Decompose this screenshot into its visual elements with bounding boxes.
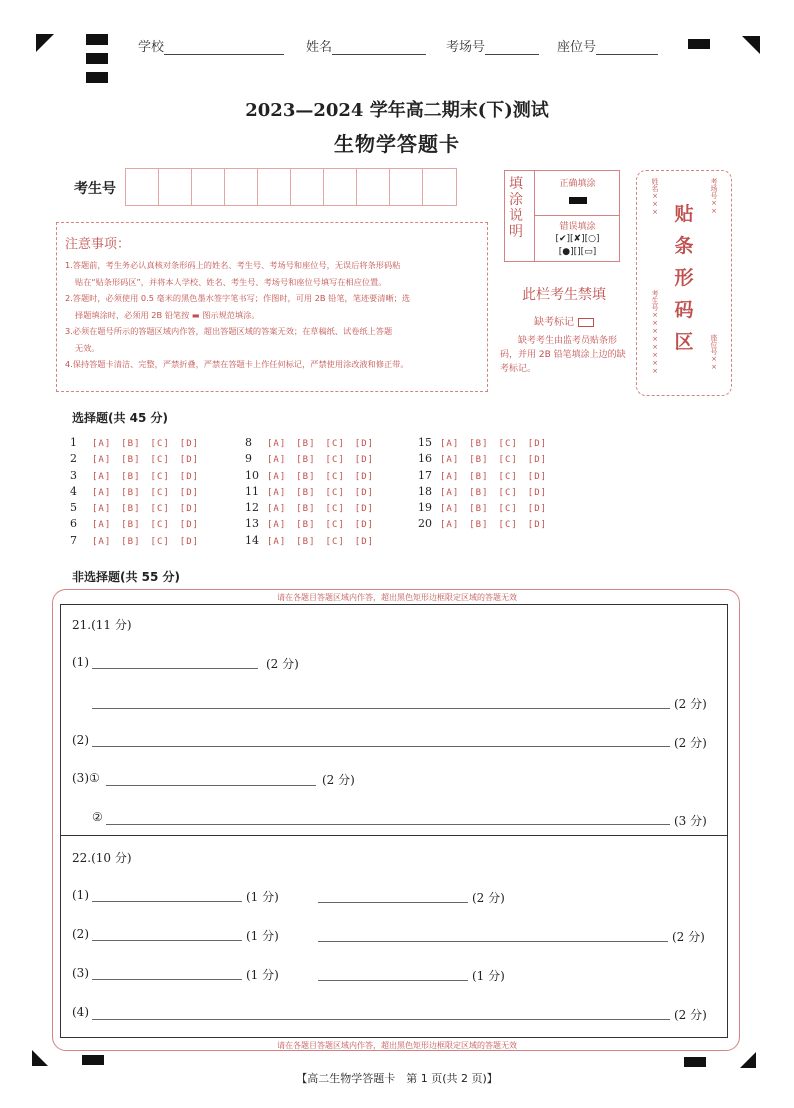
question-number: 16 <box>418 452 432 466</box>
choice-row <box>70 500 209 516</box>
barcode-exam-number-hint: 考生号×××××××× <box>651 290 659 375</box>
q22-part1-label: (1) <box>72 888 89 902</box>
wrong-fill-examples: [●][][▭] <box>558 247 597 257</box>
corner-mark-top-left <box>36 34 54 52</box>
name-field[interactable] <box>306 36 426 55</box>
q21-part2-score: (2 分) <box>674 736 707 750</box>
q22-part1b-score: (2 分) <box>472 891 505 905</box>
choice-bubble[interactable]: [C] <box>150 504 170 515</box>
choice-bubble[interactable]: [D] <box>354 471 375 482</box>
answer-area-warning-bottom: 请在各题目答题区域内作答，超出黑色矩形边框限定区域的答题无效 <box>277 1041 517 1050</box>
choice-bubble[interactable]: [D] <box>179 455 200 466</box>
exam-number-cell[interactable] <box>225 169 258 205</box>
choice-bubble[interactable]: [D] <box>527 520 548 531</box>
corner-mark-bottom-right <box>740 1052 756 1068</box>
barcode-exam-room-hint: 考场号×× <box>710 178 718 215</box>
choice-row <box>70 435 209 451</box>
choice-bubble[interactable]: [C] <box>150 487 170 498</box>
choice-bubble[interactable]: [B] <box>121 504 141 515</box>
notice-item: 贴在“贴条形码区”，并将本人学校、姓名、考生号、考场号和座位号填写在相应位置。 <box>75 276 387 287</box>
choice-row <box>70 484 209 500</box>
choice-bubble[interactable]: [D] <box>354 487 375 498</box>
q22-part1a-answer-line[interactable] <box>92 901 242 902</box>
seat-field[interactable] <box>557 36 658 55</box>
choice-bubble[interactable]: [C] <box>325 471 345 482</box>
exam-number-cell[interactable] <box>159 169 192 205</box>
choice-bubble[interactable]: [C] <box>150 520 170 531</box>
choice-bubble[interactable]: [D] <box>179 536 200 547</box>
choice-row <box>418 451 557 467</box>
choice-bubble[interactable]: [C] <box>150 536 170 547</box>
choice-bubble[interactable]: [D] <box>354 455 375 466</box>
choice-bubble[interactable]: [A] <box>92 520 112 531</box>
page-footer: 【高二生物学答题卡 第 1 页(共 2 页)】 <box>296 1072 498 1085</box>
choice-bubble[interactable]: [D] <box>179 471 200 482</box>
choice-bubble[interactable]: [A] <box>92 536 112 547</box>
question-number: 3 <box>70 468 77 482</box>
choice-row <box>245 435 384 451</box>
choice-bubble[interactable]: [C] <box>325 504 345 515</box>
choice-bubble[interactable]: [A] <box>440 487 460 498</box>
choice-bubble[interactable]: [B] <box>469 471 489 482</box>
q21-part3a-label: (3)① <box>72 771 100 785</box>
choice-bubble[interactable]: [B] <box>469 439 489 449</box>
notice-item: 4.保持答题卡清洁、完整，严禁折叠，严禁在答题卡上作任何标记，严禁使用涂改液和修正带。 <box>65 359 409 369</box>
question-number: 20 <box>418 517 432 531</box>
name-label: 姓名 <box>306 40 333 55</box>
exam-number-cell[interactable] <box>390 169 423 205</box>
question-number: 4 <box>70 484 77 498</box>
question-number: 2 <box>70 452 77 466</box>
q22-part4-score: (2 分) <box>674 1008 707 1022</box>
q21-part3a-answer-line[interactable] <box>106 785 316 786</box>
choice-bubble[interactable]: [B] <box>296 487 316 498</box>
timing-mark <box>86 34 108 45</box>
question-number: 12 <box>245 501 259 515</box>
choice-row <box>245 516 384 532</box>
choice-bubble[interactable]: [C] <box>498 455 518 466</box>
absent-mark <box>504 313 624 328</box>
choice-bubble[interactable]: [D] <box>179 487 200 498</box>
question-number: 9 <box>245 452 252 466</box>
choice-bubble[interactable]: [B] <box>296 455 316 466</box>
choice-row <box>418 435 557 451</box>
choice-section-title: 选择题(共 45 分) <box>72 411 169 425</box>
choice-bubble[interactable]: [C] <box>150 471 170 482</box>
q21-part2-answer-line[interactable] <box>92 746 670 747</box>
q22-part4-answer-line[interactable] <box>92 1019 670 1020</box>
question-number: 14 <box>245 533 259 547</box>
question-number: 13 <box>245 517 259 531</box>
q22-part3a-score: (1 分) <box>246 968 279 982</box>
notice-item: 3.必须在题号所示的答题区域内作答，超出答题区域的答案无效；在草稿纸、试卷纸上答题 <box>65 326 393 336</box>
choice-bubble[interactable]: [A] <box>92 455 112 466</box>
choice-row <box>70 468 209 484</box>
choice-bubble[interactable]: [D] <box>527 487 548 498</box>
answer-area-warning-top: 请在各题目答题区域内作答，超出黑色矩形边框限定区域的答题无效 <box>277 593 517 602</box>
choice-bubble[interactable]: [D] <box>179 504 200 515</box>
absent-note: 缺考考生由监考员贴条形码，并用 2B 铅笔填涂上边的缺考标记。 <box>500 336 626 374</box>
choice-bubble[interactable]: [B] <box>469 455 489 466</box>
q22-part4-label: (4) <box>72 1005 89 1019</box>
non-choice-section-title: 非选择题(共 55 分) <box>72 570 181 584</box>
choice-bubble[interactable]: [A] <box>440 455 460 466</box>
choice-row <box>245 533 384 549</box>
choice-bubble[interactable]: [B] <box>296 520 316 531</box>
question-number: 11 <box>245 484 259 498</box>
choice-bubble[interactable]: [D] <box>354 536 375 547</box>
question-number: 5 <box>70 501 77 515</box>
question-number: 1 <box>70 436 77 449</box>
exam-number-cell[interactable] <box>423 169 456 205</box>
choice-bubble[interactable]: [C] <box>325 487 345 498</box>
choice-bubble[interactable]: [A] <box>440 520 460 531</box>
choice-bubble[interactable]: [A] <box>267 471 287 482</box>
choice-bubble[interactable]: [C] <box>150 439 170 449</box>
barcode-area-title: 贴条形码区 <box>674 203 694 353</box>
choice-row <box>245 484 384 500</box>
corner-mark-top-right <box>742 36 760 54</box>
timing-mark <box>86 53 108 64</box>
exam-room-label: 考场号 <box>446 40 486 55</box>
question-number: 7 <box>70 533 77 547</box>
choice-bubble[interactable]: [A] <box>92 439 112 449</box>
answer-area-frame[interactable] <box>60 604 728 1038</box>
wrong-fill-examples: [✔][✘][○] <box>555 234 600 244</box>
choice-bubble[interactable]: [B] <box>296 536 316 547</box>
seat-label: 座位号 <box>557 40 597 55</box>
notice-box <box>56 222 488 392</box>
choice-bubble[interactable]: [C] <box>325 520 345 531</box>
choice-bubble[interactable]: [B] <box>469 504 489 515</box>
q22-part2b-score: (2 分) <box>672 930 705 944</box>
exam-number-cell[interactable] <box>258 169 291 205</box>
choice-bubble[interactable]: [D] <box>527 455 548 466</box>
wrong-fill-label: 错误填涂 <box>559 222 596 232</box>
q22-part2-label: (2) <box>72 927 89 941</box>
choice-bubble[interactable]: [B] <box>296 504 316 515</box>
answer-sheet-title: 生物学答题卡 <box>334 132 460 156</box>
choice-bubble[interactable]: [B] <box>121 536 141 547</box>
exam-number-grid[interactable] <box>125 168 457 206</box>
choice-bubble[interactable]: [D] <box>354 504 375 515</box>
choice-bubble[interactable]: [D] <box>354 520 375 531</box>
q21-part2-label: (2) <box>72 733 89 747</box>
choice-bubble[interactable]: [B] <box>469 520 489 531</box>
timing-mark <box>82 1055 104 1065</box>
notice-item: 择题填涂时，必须用 2B 铅笔按 ▬ 图示规范填涂。 <box>75 309 260 320</box>
school-field[interactable] <box>138 36 284 55</box>
choice-bubble[interactable]: [A] <box>440 471 460 482</box>
timing-mark <box>86 72 108 83</box>
correct-fill-example <box>569 197 587 204</box>
choice-bubble[interactable]: [A] <box>92 504 112 515</box>
notice-item: 无效。 <box>75 342 100 353</box>
choice-row <box>418 484 557 500</box>
question-number: 8 <box>245 436 252 449</box>
choice-bubble[interactable]: [D] <box>179 520 200 531</box>
q21-part1-answer-line[interactable] <box>92 668 258 669</box>
q21-part1-score: (2 分) <box>266 657 299 671</box>
q21-part1b-score: (2 分) <box>674 697 707 711</box>
question-number: 15 <box>418 436 432 449</box>
question-number: 19 <box>418 501 432 515</box>
question-divider <box>60 835 728 836</box>
exam-title: 2023—2024 学年高二期末(下)测试 <box>245 100 549 121</box>
choice-column-2 <box>245 435 384 549</box>
exam-number-cell[interactable] <box>192 169 225 205</box>
choice-row <box>245 451 384 467</box>
timing-mark <box>684 1057 706 1067</box>
exam-number-label: 考生号 <box>74 181 116 197</box>
choice-bubble[interactable]: [A] <box>440 504 460 515</box>
choice-row <box>245 500 384 516</box>
choice-bubble[interactable]: [D] <box>354 439 375 449</box>
q22-part3-label: (3) <box>72 966 89 980</box>
q21-title: 21.(11 分) <box>72 618 132 632</box>
question-number: 18 <box>418 484 432 498</box>
choice-bubble[interactable]: [B] <box>296 439 316 449</box>
question-number: 17 <box>418 468 432 482</box>
choice-bubble[interactable]: [C] <box>325 439 345 449</box>
notice-title: 注意事项： <box>65 237 131 252</box>
corner-mark-bottom-left <box>32 1050 48 1066</box>
choice-bubble[interactable]: [B] <box>296 471 316 482</box>
q21-part1-label: (1) <box>72 655 89 669</box>
choice-bubble[interactable]: [B] <box>469 487 489 498</box>
absent-mark-label: 缺考标记 <box>534 317 574 328</box>
choice-bubble[interactable]: [A] <box>267 520 287 531</box>
timing-mark <box>688 39 710 49</box>
exam-number-cell[interactable] <box>357 169 390 205</box>
choice-bubble[interactable]: [C] <box>498 487 518 498</box>
q21-part3b-label: ② <box>92 810 103 824</box>
choice-row <box>245 468 384 484</box>
choice-bubble[interactable]: [C] <box>325 536 345 547</box>
barcode-seat-hint: 座位号×× <box>710 334 718 371</box>
exam-number-cell[interactable] <box>126 169 159 205</box>
choice-column-3 <box>418 435 557 533</box>
q22-title: 22.(10 分) <box>72 851 132 865</box>
choice-row <box>70 451 209 467</box>
choice-bubble[interactable]: [A] <box>267 536 287 547</box>
choice-bubble[interactable]: [D] <box>527 504 548 515</box>
choice-bubble[interactable]: [A] <box>92 471 112 482</box>
choice-bubble[interactable]: [D] <box>179 439 200 449</box>
q22-part3b-answer-line[interactable] <box>318 980 468 981</box>
choice-bubble[interactable]: [D] <box>527 439 548 449</box>
choice-bubble[interactable]: [A] <box>267 504 287 515</box>
q21-part1b-answer-line[interactable] <box>92 708 670 709</box>
notice-item: 1.答题前，考生务必认真核对条形码上的姓名、考生号、考场号和座位号，无误后将条形码粘 <box>65 260 401 270</box>
q22-part3a-answer-line[interactable] <box>92 979 242 980</box>
choice-bubble[interactable]: [C] <box>498 504 518 515</box>
q21-part3b-answer-line[interactable] <box>106 824 670 825</box>
choice-bubble[interactable]: [A] <box>267 455 287 466</box>
choice-row <box>70 533 209 549</box>
q21-part3b-score: (3 分) <box>674 814 707 828</box>
choice-bubble[interactable]: [D] <box>527 471 548 482</box>
exam-room-field[interactable] <box>446 36 539 55</box>
choice-row <box>70 516 209 532</box>
fill-examples <box>534 170 620 262</box>
choice-bubble[interactable]: [A] <box>267 439 287 449</box>
choice-bubble[interactable]: [C] <box>150 455 170 466</box>
absent-mark-box[interactable] <box>578 318 594 327</box>
correct-fill-label: 正确填涂 <box>559 179 596 189</box>
q22-part2a-score: (1 分) <box>246 929 279 943</box>
choice-bubble[interactable]: [B] <box>121 455 141 466</box>
choice-bubble[interactable]: [C] <box>498 471 518 482</box>
choice-bubble[interactable]: [B] <box>121 487 141 498</box>
q22-part3b-score: (1 分) <box>472 969 505 983</box>
choice-row <box>418 516 557 532</box>
choice-bubble[interactable]: [C] <box>498 520 518 531</box>
q22-part2b-answer-line[interactable] <box>318 941 668 942</box>
exam-number-cell[interactable] <box>324 169 357 205</box>
q22-part1a-score: (1 分) <box>246 890 279 904</box>
choice-bubble[interactable]: [A] <box>440 439 460 449</box>
question-number: 6 <box>70 517 77 531</box>
choice-bubble[interactable]: [C] <box>498 439 518 449</box>
barcode-name-hint: 姓名××× <box>651 178 659 216</box>
q22-part2a-answer-line[interactable] <box>92 940 242 941</box>
choice-bubble[interactable]: [A] <box>267 487 287 498</box>
choice-row <box>418 500 557 516</box>
choice-bubble[interactable]: [B] <box>121 471 141 482</box>
choice-bubble[interactable]: [C] <box>325 455 345 466</box>
forbidden-title: 此栏考生禁填 <box>522 287 606 303</box>
choice-bubble[interactable]: [B] <box>121 520 141 531</box>
choice-bubble[interactable]: [A] <box>92 487 112 498</box>
choice-row <box>418 468 557 484</box>
notice-item: 2.答题时，必须使用 0.5 毫米的黑色墨水签字笔书写；作图时，可用 2B 铅笔，笔迹要清晰；选 <box>65 293 411 303</box>
choice-bubble[interactable]: [B] <box>121 439 141 449</box>
q21-part3a-score: (2 分) <box>322 773 355 787</box>
school-label: 学校 <box>138 40 165 55</box>
choice-column-1 <box>70 435 209 549</box>
fill-instructions-label: 填涂说明 <box>509 176 523 240</box>
question-number: 10 <box>245 468 259 482</box>
exam-number-cell[interactable] <box>291 169 324 205</box>
q22-part1b-answer-line[interactable] <box>318 902 468 903</box>
